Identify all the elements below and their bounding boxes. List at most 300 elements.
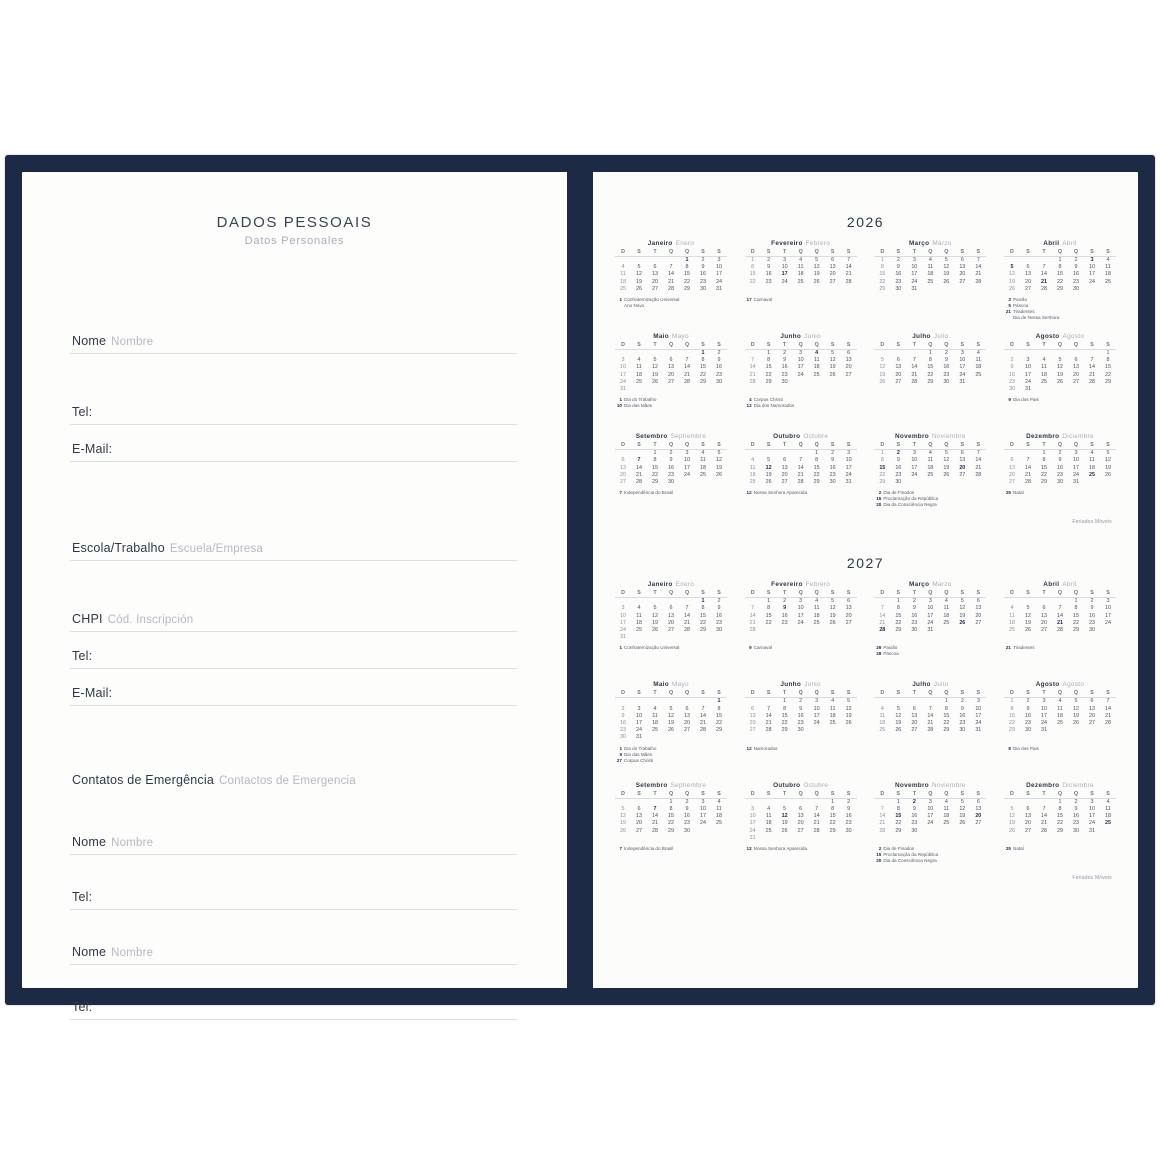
- holiday-note: [1004, 315, 1116, 321]
- weekday-header: Q: [793, 791, 809, 799]
- holiday-label: Corpus Christi: [753, 397, 783, 403]
- day-cell: [1020, 598, 1036, 606]
- weekday-header: D: [615, 442, 631, 450]
- day-cell: 7: [767, 705, 771, 712]
- week-row: [745, 472, 857, 479]
- month-grid: [745, 249, 857, 286]
- weekday-header: D: [745, 342, 761, 350]
- day-cell: 31: [620, 386, 626, 393]
- holiday-label: Dia da Consciência Negra: [883, 857, 937, 863]
- day-cell: 2: [767, 257, 771, 263]
- day-cell: 3: [976, 698, 980, 705]
- week-row: [745, 350, 857, 358]
- day-cell: [695, 386, 711, 393]
- day-cell: 26: [781, 827, 788, 834]
- holiday-note: [745, 490, 857, 496]
- day-cell: 1: [717, 698, 721, 705]
- day-cell: 16: [668, 464, 674, 471]
- day-cell: [1100, 479, 1116, 486]
- day-cell: 14: [636, 464, 642, 471]
- week-row: [745, 727, 857, 734]
- day-cell: 14: [813, 813, 820, 820]
- week-row: [745, 357, 857, 364]
- day-cell: 18: [813, 364, 820, 371]
- day-cell: 14: [1104, 705, 1111, 712]
- month-notes-row: [615, 397, 1116, 423]
- day-cell: 24: [749, 827, 756, 834]
- day-cell: 18: [716, 813, 722, 820]
- weekday-header: S: [825, 342, 841, 350]
- day-cell: 15: [781, 712, 788, 719]
- week-row: [745, 465, 857, 472]
- day-cell: 1: [880, 257, 884, 263]
- day-cell: 19: [1056, 371, 1063, 378]
- weekday-header: S: [695, 249, 711, 257]
- day-cell: 10: [911, 264, 918, 271]
- weekday-header: S: [761, 690, 777, 698]
- day-cell: 2: [1074, 257, 1078, 263]
- day-cell: 31: [620, 634, 626, 641]
- holiday-day: 20: [876, 502, 882, 508]
- weekday-header: S: [1084, 249, 1100, 257]
- field-tel-2[interactable]: [70, 632, 517, 669]
- day-cell: [1020, 450, 1036, 458]
- months-row: [615, 581, 1116, 641]
- day-cell: [1052, 350, 1068, 358]
- weekday-header: T: [906, 690, 922, 698]
- day-cell: 18: [1056, 712, 1063, 719]
- day-cell: 20: [959, 271, 966, 278]
- month-grid: [745, 690, 857, 734]
- week-row: [874, 605, 986, 612]
- day-cell: 31: [749, 834, 756, 841]
- day-cell: [841, 727, 857, 734]
- weekday-header: D: [1004, 590, 1020, 598]
- day-cell: 20: [975, 612, 982, 619]
- day-cell: 8: [783, 705, 787, 712]
- month-janeiro-2027: [615, 581, 727, 641]
- day-cell: 15: [684, 271, 690, 278]
- week-row: [1004, 806, 1116, 813]
- day-cell: [890, 350, 906, 358]
- day-cell: 4: [621, 264, 625, 271]
- weekday-header: T: [1036, 342, 1052, 350]
- month-novembro-2027: [874, 782, 986, 842]
- week-row: [615, 798, 727, 806]
- day-cell: 19: [895, 720, 902, 727]
- day-cell: 5: [960, 598, 964, 605]
- holiday-day: 21: [1005, 309, 1011, 315]
- day-cell: 8: [896, 605, 900, 612]
- day-cell: [906, 350, 922, 358]
- day-cell: 19: [716, 464, 722, 471]
- day-cell: 20: [1088, 712, 1095, 719]
- day-cell: 14: [1088, 364, 1095, 371]
- week-row: [745, 620, 857, 627]
- week-row: [745, 598, 857, 606]
- day-cell: [809, 627, 825, 634]
- weekday-header: S: [1100, 590, 1116, 598]
- day-cell: 4: [653, 705, 657, 712]
- day-cell: 4: [944, 798, 948, 805]
- day-cell: [938, 479, 954, 486]
- week-row: [615, 713, 727, 720]
- day-cell: 8: [944, 705, 948, 712]
- day-cell: 6: [669, 357, 673, 364]
- month-name: Dezembro Diciembre: [1026, 433, 1094, 441]
- week-row: [1004, 472, 1116, 479]
- day-cell: 19: [781, 820, 788, 827]
- day-cell: 22: [879, 278, 886, 285]
- day-cell: 24: [1040, 720, 1047, 727]
- day-cell: 27: [959, 278, 966, 285]
- day-cell: 31: [1040, 727, 1047, 734]
- day-cell: 25: [1056, 720, 1063, 727]
- field-tel-1[interactable]: [70, 388, 517, 425]
- weekday-header: D: [874, 442, 890, 450]
- day-cell: [825, 835, 841, 842]
- day-cell: 31: [911, 285, 918, 292]
- day-cell: 28: [749, 627, 756, 634]
- day-cell: 10: [636, 712, 642, 719]
- day-cell: 20: [797, 820, 804, 827]
- day-cell: [841, 627, 857, 634]
- day-cell: 4: [944, 598, 948, 605]
- holiday-day: 4: [749, 397, 752, 403]
- month-junho-2027: [745, 681, 857, 741]
- day-cell: 23: [911, 820, 918, 827]
- day-cell: 22: [813, 471, 820, 478]
- day-cell: 7: [1042, 264, 1046, 271]
- day-cell: 7: [669, 264, 673, 271]
- day-cell: 20: [668, 371, 674, 378]
- day-cell: 7: [976, 450, 980, 457]
- day-cell: 1: [767, 598, 771, 605]
- field-escola-trabalho[interactable]: [70, 524, 517, 561]
- day-cell: 8: [717, 705, 721, 712]
- day-cell: 29: [684, 285, 690, 292]
- form-fields: [70, 299, 517, 1020]
- day-cell: 20: [1008, 471, 1015, 478]
- holiday-day: 12: [746, 845, 752, 851]
- field-chpi[interactable]: [70, 595, 517, 632]
- weekday-header: S: [1100, 342, 1116, 350]
- holiday-day: 7: [619, 490, 622, 496]
- day-cell: 8: [880, 457, 884, 464]
- day-cell: 22: [879, 471, 886, 478]
- day-cell: 12: [943, 264, 950, 271]
- month-abril-2026: [1004, 240, 1116, 293]
- day-cell: 9: [799, 705, 803, 712]
- day-cell: 1: [944, 698, 948, 705]
- month-name: Novembro Noviembre: [895, 433, 966, 441]
- field-emergency-tel-2[interactable]: [70, 983, 517, 1020]
- day-cell: [663, 350, 679, 358]
- day-cell: 21: [813, 820, 820, 827]
- week-row: [615, 727, 727, 734]
- month-notes: [874, 645, 986, 671]
- day-cell: 31: [636, 734, 642, 741]
- weekday-header: Q: [1068, 442, 1084, 450]
- day-cell: 16: [1072, 271, 1079, 278]
- day-cell: 25: [1104, 278, 1111, 285]
- month-janeiro-2026: [615, 240, 727, 293]
- day-cell: 8: [1106, 357, 1110, 364]
- month-grid: [874, 249, 986, 293]
- day-cell: 21: [797, 471, 804, 478]
- day-cell: [1036, 798, 1052, 806]
- holiday-day: 5: [1008, 303, 1011, 309]
- day-cell: 23: [911, 619, 918, 626]
- day-cell: 28: [1104, 720, 1111, 727]
- day-cell: 4: [717, 798, 721, 805]
- week-row: [745, 720, 857, 727]
- month-julho-2026: [874, 333, 986, 393]
- field-emergency-tel-1[interactable]: [70, 873, 517, 910]
- day-cell: [970, 627, 986, 634]
- day-cell: 4: [701, 450, 705, 457]
- weekday-header: D: [615, 590, 631, 598]
- day-cell: 3: [1090, 798, 1094, 805]
- weekday-header: Q: [679, 690, 695, 698]
- weekday-header: S: [1020, 342, 1036, 350]
- day-cell: 14: [684, 612, 690, 619]
- month-notes: [615, 490, 727, 516]
- day-cell: [615, 598, 631, 606]
- weekday-header: T: [647, 249, 663, 257]
- day-cell: 28: [845, 278, 852, 285]
- months-row: [615, 433, 1116, 486]
- day-cell: 1: [701, 598, 705, 605]
- weekday-header: D: [1004, 249, 1020, 257]
- day-cell: 29: [1072, 627, 1079, 634]
- months-row: [615, 333, 1116, 393]
- planner-book: [5, 155, 1155, 1014]
- day-cell: 26: [1008, 827, 1015, 834]
- day-cell: 9: [685, 805, 689, 812]
- day-cell: 19: [959, 612, 966, 619]
- day-cell: 10: [845, 457, 852, 464]
- day-cell: 27: [1024, 285, 1031, 292]
- day-cell: 4: [1058, 698, 1062, 705]
- day-cell: 25: [652, 727, 658, 734]
- week-row: [615, 364, 727, 371]
- day-cell: 9: [831, 457, 835, 464]
- day-cell: 7: [685, 357, 689, 364]
- day-cell: 28: [765, 727, 772, 734]
- weekday-header: D: [745, 791, 761, 799]
- holiday-day: 1: [619, 645, 622, 651]
- day-cell: [1036, 350, 1052, 358]
- month-name: Junho Junio: [780, 681, 821, 689]
- day-cell: 9: [1090, 605, 1094, 612]
- day-cell: 14: [1040, 271, 1047, 278]
- day-cell: 15: [927, 364, 934, 371]
- day-cell: [841, 379, 857, 386]
- day-cell: 14: [975, 457, 982, 464]
- day-cell: 7: [1042, 805, 1046, 812]
- week-row: [745, 364, 857, 371]
- day-cell: 24: [700, 820, 706, 827]
- day-cell: 14: [927, 712, 934, 719]
- day-cell: 2: [783, 350, 787, 357]
- day-cell: 2: [1074, 798, 1078, 805]
- day-cell: 3: [701, 798, 705, 805]
- day-cell: 2: [783, 598, 787, 605]
- day-cell: 7: [928, 705, 932, 712]
- day-cell: 23: [1072, 278, 1079, 285]
- week-row: [874, 372, 986, 379]
- field-emergency-nome-2[interactable]: [70, 928, 517, 965]
- day-cell: [890, 698, 906, 706]
- weekday-header: D: [874, 249, 890, 257]
- month-fevereiro-2027: [745, 581, 857, 641]
- day-cell: [711, 828, 727, 835]
- day-cell: 21: [1088, 371, 1095, 378]
- field-email-2[interactable]: [70, 669, 517, 706]
- day-cell: 19: [959, 813, 966, 820]
- day-cell: [777, 450, 793, 458]
- day-cell: 7: [880, 605, 884, 612]
- month-notes: [1004, 397, 1116, 423]
- day-cell: 12: [829, 605, 836, 612]
- week-row: [615, 379, 727, 386]
- week-row: [615, 698, 727, 706]
- field-emergency-nome-1[interactable]: [70, 810, 517, 855]
- month-grid: [874, 791, 986, 835]
- holiday-day: 1: [619, 297, 622, 303]
- day-cell: 11: [1105, 805, 1111, 812]
- day-cell: 11: [943, 805, 950, 812]
- day-cell: 4: [815, 350, 819, 357]
- day-cell: [793, 835, 809, 842]
- day-cell: [615, 698, 631, 706]
- day-cell: 13: [1008, 464, 1015, 471]
- holiday-day: 1: [619, 745, 622, 751]
- day-cell: 20: [636, 820, 642, 827]
- month-maio-2026: [615, 333, 727, 393]
- day-cell: 12: [829, 357, 836, 364]
- day-cell: 30: [1024, 727, 1031, 734]
- day-cell: [647, 386, 663, 393]
- day-cell: 13: [652, 271, 658, 278]
- day-cell: 18: [813, 612, 820, 619]
- week-row: [1004, 372, 1116, 379]
- day-cell: 9: [717, 605, 721, 612]
- day-cell: 20: [749, 720, 756, 727]
- day-cell: 11: [927, 457, 934, 464]
- day-cell: 15: [879, 464, 886, 471]
- holiday-label: Dia dos Pais: [1012, 397, 1039, 403]
- weekday-header: S: [1100, 442, 1116, 450]
- day-cell: 10: [927, 605, 934, 612]
- weekday-header: Q: [1068, 249, 1084, 257]
- field-email-1[interactable]: [70, 425, 517, 462]
- day-cell: 11: [927, 264, 934, 271]
- day-cell: 20: [1072, 371, 1079, 378]
- day-cell: 25: [636, 627, 642, 634]
- week-row: [874, 727, 986, 734]
- day-cell: 15: [943, 712, 950, 719]
- day-cell: 7: [1090, 357, 1094, 364]
- day-cell: 2: [896, 450, 900, 457]
- month-grid: [1004, 690, 1116, 734]
- month-setembro-2026: [615, 433, 727, 486]
- holiday-label: Proclamação da República: [883, 496, 939, 502]
- week-row: [1004, 379, 1116, 386]
- week-row: [874, 257, 986, 265]
- day-cell: 17: [797, 364, 804, 371]
- week-row: [615, 598, 727, 606]
- day-cell: [631, 634, 647, 641]
- weekday-header: Q: [938, 342, 954, 350]
- day-cell: 22: [895, 820, 902, 827]
- day-cell: 25: [975, 371, 982, 378]
- day-cell: 21: [1104, 712, 1111, 719]
- day-cell: [809, 727, 825, 734]
- day-cell: 14: [668, 271, 674, 278]
- holiday-note: [1004, 645, 1116, 651]
- day-cell: [631, 257, 647, 265]
- day-cell: [761, 698, 777, 706]
- day-cell: 14: [845, 264, 852, 271]
- day-cell: 24: [911, 471, 918, 478]
- day-cell: 13: [668, 364, 674, 371]
- day-cell: 9: [912, 805, 916, 812]
- week-row: [874, 713, 986, 720]
- day-cell: 5: [767, 457, 771, 464]
- day-cell: 20: [1024, 820, 1031, 827]
- day-cell: 23: [895, 471, 902, 478]
- day-cell: 18: [879, 720, 886, 727]
- field-label: Tel:: [72, 405, 93, 419]
- day-cell: 24: [797, 371, 804, 378]
- weekday-header: Q: [809, 442, 825, 450]
- day-cell: [922, 286, 938, 293]
- month-notes: [615, 645, 727, 671]
- day-cell: 8: [701, 605, 705, 612]
- week-row: [615, 271, 727, 278]
- day-cell: 18: [797, 271, 804, 278]
- day-cell: 5: [621, 805, 625, 812]
- week-row: [1004, 386, 1116, 393]
- day-cell: 16: [716, 364, 722, 371]
- day-cell: 2: [1058, 450, 1062, 457]
- day-cell: [1004, 350, 1020, 358]
- day-cell: [922, 698, 938, 706]
- day-cell: 13: [845, 357, 852, 364]
- holiday-note: [615, 758, 727, 764]
- week-row: [874, 379, 986, 386]
- day-cell: 10: [959, 357, 966, 364]
- day-cell: 1: [1106, 350, 1110, 357]
- weekday-header: T: [1036, 791, 1052, 799]
- week-row: [874, 828, 986, 835]
- day-cell: 21: [1056, 619, 1063, 626]
- day-cell: 3: [637, 705, 641, 712]
- day-cell: 20: [911, 720, 918, 727]
- field-nome[interactable]: [70, 317, 517, 354]
- day-cell: 10: [1072, 457, 1079, 464]
- day-cell: 7: [799, 457, 803, 464]
- day-cell: 3: [815, 698, 819, 705]
- day-cell: [647, 598, 663, 606]
- weekday-header: S: [890, 442, 906, 450]
- weekday-header: T: [906, 249, 922, 257]
- day-cell: 13: [975, 805, 982, 812]
- day-cell: [938, 627, 954, 634]
- day-cell: 20: [845, 364, 852, 371]
